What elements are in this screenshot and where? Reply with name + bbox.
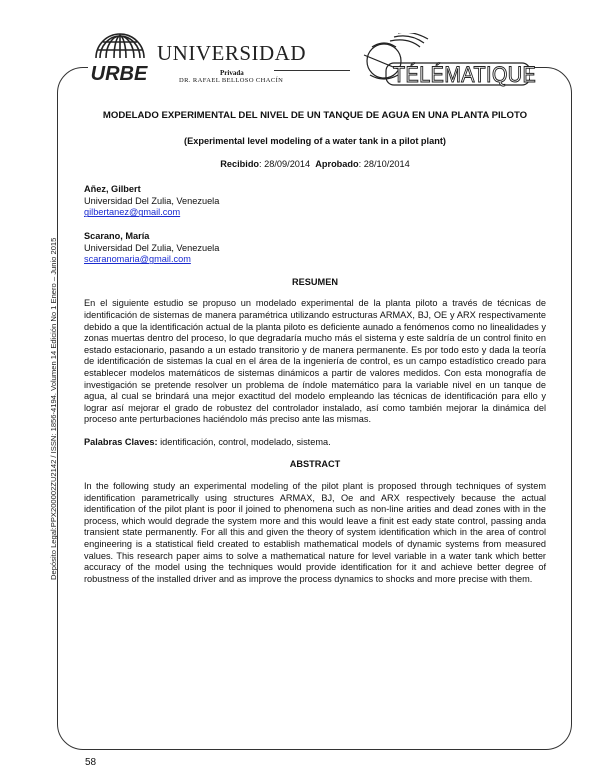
author-affiliation: Universidad Del Zulia, Venezuela [84, 195, 220, 206]
resumen-text: En el siguiente estudio se propuso un modelado experimental de la planta piloto a través de técnicas de identificación de sistemas de manera paramétrica utilizando estructuras ARMAX, BJ, OE y ARX respectivamente debido a que la identificación actual de la planta piloto es deficiente aunado a fenómenos como no linealidades y zonas muertas dentro del proceso, lo que degradaría mucho más el sistema y este saldría de un control finito en estado estacionario, pasando a un estado transitorio y de manera permanente. Es por todo esto y dada la teoría de identificación de sistemas la cual en el área de la ingeniería de control, es un campo estadístico creado para establecer modelos matemáticos de sistemas dinámicos a partir de valores medidos. Con esta monografía de investigación se pretende resolver un problema de índole matemático para la variable nivel en un tanque de agua, al cual se brindará una mejor exactitud del modelo empleando las técnicas de identificación para ello y lograr así mejorar el grado de robustez del controlador instalado, así como también mejorar la dinámica del proceso ante perturbaciones haciéndolo más preciso ante las mismas. [84, 298, 546, 425]
abstract-heading: ABSTRACT [289, 459, 341, 470]
author-name: Añez, Gilbert [84, 184, 141, 195]
keywords-label: Palabras Claves: [84, 436, 158, 447]
approved-date: : 28/10/2014 [358, 158, 410, 169]
author-block [84, 184, 546, 219]
keywords-list: identificación, control, modelado, sistema. [157, 436, 331, 447]
university-name: UNIVERSIDAD [157, 41, 306, 65]
resumen-heading: RESUMEN [292, 276, 338, 287]
article-dates [84, 159, 546, 171]
keywords [84, 437, 546, 449]
received-date: : 28/09/2014 [259, 158, 311, 169]
university-subtitle: DR. RAFAEL BELLOSO CHACÍN [179, 77, 284, 84]
header-divider-line [274, 70, 350, 71]
journal-logo-text: TÉLÉMATIQUE [393, 62, 537, 87]
author-name: Scarano, María [84, 230, 150, 241]
article-body [84, 110, 546, 585]
university-logo-text: URBE [90, 63, 148, 85]
article-subtitle: (Experimental level modeling of a water tank in a pilot plant) [184, 136, 446, 146]
page-number: 58 [85, 757, 97, 768]
university-globe-logo [86, 22, 152, 86]
author-affiliation: Universidad Del Zulia, Venezuela [84, 242, 220, 253]
author-email-link[interactable]: gilbertanez@gmail.com [84, 207, 181, 218]
article-title: MODELADO EXPERIMENTAL DEL NIVEL DE UN TANQUE DE AGUA EN UNA PLANTA PILOTO [102, 110, 528, 121]
author-email-link[interactable]: scaranomaria@gmail.com [84, 254, 191, 265]
received-label: Recibido [220, 158, 260, 169]
legal-deposit-sidebar: Depósito Legal:PPX200002ZU2142 / ISSN: 1856-4194. Volumen 14 Edición No 1 Enero – Junio 2015 [49, 237, 58, 580]
author-block [84, 231, 546, 266]
university-privada: Privada [220, 69, 244, 77]
abstract-text: In the following study an experimental modeling of the pilot plant is proposed through techniques of system identification parametrically using structures ARMAX, BJ, Oe and ARX respectively because the actual identification of the pilot plant is poor il joined to phenomena such as non-line arities and dead zones with in the process, which would degrade the system more and this would leave a finit est eady state control, passing anda transient state permanently. For all this and given the theory of system identification which in the area of control engineering is a statistical field created to establish mathematical models of dynamic systems from measured values. This research paper aims to solve a mathematical nature for level variable in a water tank which better accuracy of the model using the techniques would provide identification for it and achieve better degree of robustness of the installed driver and as improve the process dynamics to shocks and more precise with them. [84, 481, 546, 584]
approved-label: Aprobado [315, 158, 359, 169]
